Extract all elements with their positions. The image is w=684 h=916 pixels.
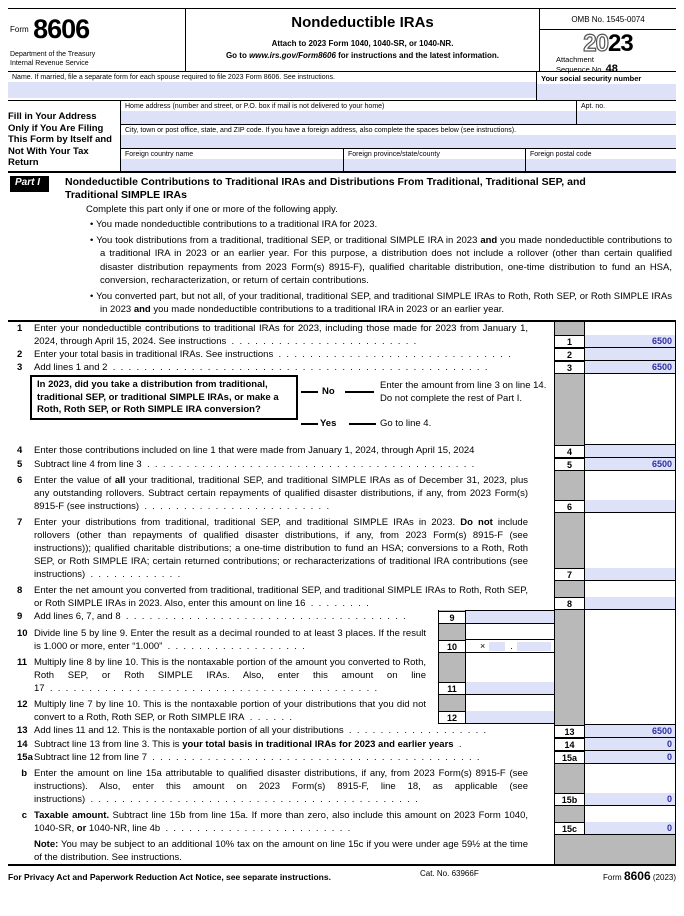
- omb-year-block: [540, 9, 676, 75]
- footer-form-number: 8606: [623, 869, 651, 884]
- decimal-point: .: [510, 640, 513, 651]
- foreign-province-cell: [343, 149, 525, 171]
- line-2-row: 2 Enter your total basis in traditional IRAs. See instructions . . . . . . . . . . . . . . . . . . . . . . . . . . . . . . 2: [8, 348, 676, 361]
- foreign-country-cell: [121, 149, 343, 171]
- line-12-number: 12: [17, 699, 28, 711]
- line-6-label: Enter the value of all your traditional, traditional SEP, and traditional SIMPLE IRAs as of December 31, 2023, plus any outstanding rollovers. Subtract certain repayments of qualified disaster distributions, if any, from 2023 Form(s) 8915-F (see instructions) . . . . . . . . . . . . . . . . . . . . . . . .: [34, 475, 528, 513]
- line-11-amount-field[interactable]: [466, 682, 554, 695]
- line-15b-label: Enter the amount on line 15a attributable to qualified disaster distributions, if any, from 2023 Form(s) 8915-F (see instructions). Also, enter this amount on 2023 Form(s) 8915-F, line 18, as applicable (see instructions) . . . . . . . . . . . . . . . . . . . . . . . . . . . . . . . . . . . . . . . . . .: [34, 768, 528, 806]
- foreign-postal-label: Foreign postal code: [530, 151, 592, 158]
- home-address-label: Home address (number and street, or P.O. box if mail is not delivered to your home): [125, 103, 385, 110]
- line-8-amount-field[interactable]: [585, 597, 675, 610]
- address-block: [8, 101, 676, 171]
- foreign-country-label: Foreign country name: [125, 151, 194, 158]
- line-14-number: 14: [17, 739, 28, 751]
- apt-cell: [576, 101, 676, 124]
- city-row: [121, 124, 676, 148]
- part1-bullet-2: • You took distributions from a traditional, traditional SEP, or traditional SIMPLE IRA in 2023 and you made nondeductible contributions to a traditional IRA in 2023 or an earlier year. For this purpose, a distribution does not include a rollover (other than certain qualified disaster distribution repayments from 2023 Form(s) 8915-F), qualified charitable distribution, one-time distribution to fund an HSA, conversion, recharacterization, or return of certain contributions.: [90, 234, 672, 287]
- agency-line-2: Internal Revenue Service: [10, 59, 89, 67]
- line-4-number: 4: [17, 445, 23, 457]
- line-15a-number: 15a: [17, 752, 33, 764]
- privacy-act-notice: For Privacy Act and Paperwork Reduction Act Notice, see separate instructions.: [8, 872, 331, 883]
- line-1-box-col: 1: [554, 322, 584, 348]
- name-input[interactable]: [8, 82, 536, 98]
- form-number-line: [10, 14, 181, 45]
- ssn-label: Your social security number: [541, 74, 642, 83]
- line-9-number: 9: [17, 611, 23, 623]
- yes-branch-line-2: [349, 423, 376, 425]
- form-footer: [8, 866, 676, 883]
- line-3-row: 3 Add lines 1 and 2 . . . . . . . . . . . . . . . . . . . . . . . . . . . . . . . . . . . . . . . . . . . . . . . . 3 6500: [8, 361, 676, 374]
- tax-year-bold: 23: [608, 30, 633, 57]
- line-12-row: 12 Multiply line 7 by line 10. This is the nontaxable portion of your distributions that you did not convert to a Roth, Roth SEP, or Roth SIMPLE IRA . . . . . . 12: [8, 695, 676, 724]
- city-label: City, town or post office, state, and ZIP code. If you have a foreign address, also complete the spaces below (see instructions).: [125, 127, 517, 134]
- form-word: Form: [10, 25, 29, 34]
- form-title-block: [185, 9, 540, 71]
- line-11-label: Multiply line 8 by line 10. This is the nontaxable portion of the amount you converted to Roth, Roth SEP, or Roth SIMPLE IRAs. Also, enter this amount on line 17 . . . . . . . . . . . . . . . . . . . . . . . . . . . . . . . . . . . . . . . . . .: [34, 657, 426, 695]
- form-header: [8, 8, 676, 75]
- ssn-cell: [536, 72, 676, 100]
- line-5-row: 5 Subtract line 4 from line 3 . . . . . . . . . . . . . . . . . . . . . . . . . . . . . . . . . . . . . . . . . . 5 6500: [8, 458, 676, 471]
- line-13-number: 13: [17, 725, 28, 737]
- foreign-postal-cell: [525, 149, 676, 171]
- tax-year: [540, 31, 676, 56]
- sequence-number: 48: [605, 62, 618, 75]
- line-14-label: Subtract line 13 from line 3. This is your total basis in traditional IRAs for 2023 and earlier years .: [34, 739, 462, 751]
- line-5-amount-field[interactable]: 6500: [585, 458, 675, 471]
- ssn-input[interactable]: [537, 84, 676, 100]
- line-12-label: Multiply line 7 by line 10. This is the nontaxable portion of your distributions that you did not convert to a Roth, Roth SEP, or Roth SIMPLE IRA . . . . . .: [34, 699, 426, 724]
- address-fields: [120, 101, 676, 171]
- agency-block: [10, 51, 181, 68]
- yes-branch-text: Go to line 4.: [380, 418, 432, 430]
- line-2-label: Enter your total basis in traditional IRAs. See instructions . . . . . . . . . . . . . . . . . . . . . . . . . . . . . .: [34, 349, 511, 361]
- line-5-label: Subtract line 4 from line 3 . . . . . . . . . . . . . . . . . . . . . . . . . . . . . . . . . . . . . . . . . .: [34, 459, 475, 471]
- part1-bullet-1: • You made nondeductible contributions to a traditional IRA for 2023.: [90, 218, 672, 231]
- goto-instruction: Go to www.irs.gov/Form8606 for instructions and the latest information.: [225, 51, 500, 60]
- line-15a-label: Subtract line 12 from line 7 . . . . . . . . . . . . . . . . . . . . . . . . . . . . . . . . . . . . . . . . . .: [34, 752, 480, 764]
- line-3-number: 3: [17, 362, 23, 374]
- name-label: Name. If married, file a separate form for each spouse required to file 2023 Form 8606. See instructions.: [12, 74, 335, 81]
- apt-input[interactable]: [577, 111, 676, 124]
- line-14-amount-field[interactable]: 0: [585, 738, 675, 751]
- multiply-sign: ×: [480, 640, 486, 651]
- foreign-postal-input[interactable]: [526, 159, 676, 171]
- line-11-row: 11 Multiply line 8 by line 10. This is the nontaxable portion of the amount you converted to Roth, Roth SEP, or Roth SIMPLE IRAs. Also, enter this amount on line 17 . . . . . . . . . . . . . . . . . . . . . . . . . . . . . . . . . . . . . . . . . . 11: [8, 653, 676, 695]
- line-1-amount-field[interactable]: 6500: [585, 335, 675, 348]
- line-7-label: Enter your distributions from traditional, traditional SEP, and traditional SIMPLE IRAs in 2023. Do not include rollovers (other than repayments of qualified disaster distributions, if any, from 2023 Form(s) 8915-F (see instructions)); qualified charitable distributions; a one-time distribution to fund an HSA; conversions to a Roth, Roth SEP, or Roth SIMPLE IRA; certain returned contributions; or recharacterizations of traditional IRA contributions (see instructions) . . . . . . . . . . . .: [34, 517, 529, 581]
- line-15c-row: c Taxable amount. Subtract line 15b from line 15a. If more than zero, also include this amount on 2023 Form 1040, 1040-SR, or 1040-NR, line 4b . . . . . . . . . . . . . . . . . . . . . . . . 15c 0: [8, 806, 676, 835]
- yes-branch-line: [301, 423, 318, 425]
- line-7-number: 7: [17, 517, 23, 529]
- form-title: Nondeductible IRAs: [291, 14, 434, 31]
- line-9-label: Add lines 6, 7, and 8 . . . . . . . . . . . . . . . . . . . . . . . . . . . . . . . . . . . .: [34, 611, 406, 623]
- address-sidebar-note: Fill in Your Address Only if You Are Filing This Form by Itself and Not With Your Tax Return: [8, 111, 112, 168]
- no-branch-label: No: [322, 386, 335, 398]
- part1-intro: Complete this part only if one or more of the following apply.: [86, 204, 338, 215]
- line-15b-amount-field[interactable]: 0: [585, 793, 675, 806]
- line-14-row: 14 Subtract line 13 from line 3. This is your total basis in traditional IRAs for 2023 and earlier years . 14 0: [8, 738, 676, 751]
- home-address-input[interactable]: [121, 111, 576, 124]
- line-8-label: Enter the net amount you converted from traditional, traditional SEP, and traditional SIMPLE IRAs to Roth, Roth SEP, or Roth SIMPLE IRAs in 2023. Also, enter this amount on line 16 . . . . . . . .: [34, 585, 528, 610]
- line-3-label: Add lines 1 and 2 . . . . . . . . . . . . . . . . . . . . . . . . . . . . . . . . . . . . . . . . . . . . . . . .: [34, 362, 488, 374]
- foreign-row: [121, 148, 676, 171]
- line-2-amount-field[interactable]: [585, 348, 675, 361]
- yes-branch-label: Yes: [320, 418, 337, 430]
- note-shaded-area: [554, 835, 676, 864]
- line-7-amount-field[interactable]: [585, 568, 675, 581]
- line-12-amount-field[interactable]: [466, 711, 554, 724]
- part1-header: [8, 171, 676, 202]
- city-input[interactable]: [121, 135, 676, 148]
- line-8-number: 8: [17, 585, 23, 597]
- line-5-number: 5: [17, 459, 23, 471]
- line-15b-number: b: [21, 768, 27, 780]
- no-branch-text: Enter the amount from line 3 on line 14. Do not complete the rest of Part I.: [380, 380, 547, 405]
- note-text: Note: You may be subject to an additional 10% tax on the amount on line 15c if you were under age 59½ at the time of the distribution. See instructions.: [34, 839, 528, 864]
- line-3-amount-field[interactable]: 6500: [585, 361, 675, 374]
- line-10-row: 10 Divide line 5 by line 9. Enter the result as a decimal rounded to at least 3 places. If the result is 1.000 or more, enter “1.000” . . . . . . . . . . . . . . . . . . 10 × .: [8, 624, 676, 653]
- line-13-row: 13 Add lines 11 and 12. This is the nontaxable portion of all your distributions . . . . . . . . . . . . . . . . . . 13 6500: [8, 724, 676, 738]
- line-8-row: 8 Enter the net amount you converted from traditional, traditional SEP, and traditional SIMPLE IRAs to Roth, Roth SEP, or Roth SIMPLE IRAs in 2023. Also, enter this amount on line 16 . . . . . . . . 8: [8, 581, 676, 610]
- foreign-country-input[interactable]: [121, 159, 343, 171]
- foreign-province-label: Foreign province/state/county: [348, 151, 440, 158]
- line-10-decimal-frac-field[interactable]: [517, 642, 551, 651]
- apt-label: Apt. no.: [581, 103, 606, 110]
- form-number: 8606: [33, 14, 90, 44]
- decision-diagram: [8, 374, 554, 444]
- foreign-province-input[interactable]: [344, 159, 525, 171]
- line-11-number: 11: [17, 657, 28, 669]
- line-15b-row: b Enter the amount on line 15a attributable to qualified disaster distributions, if any, from 2023 Form(s) 8915-F (see instructions). Also, enter this amount on 2023 Form(s) 8915-F, line 18, as applicable (see instructions) . . . . . . . . . . . . . . . . . . . . . . . . . . . . . . . . . . . . . . . . . . 15b 0: [8, 764, 676, 806]
- catalog-number: Cat. No. 63966F: [420, 869, 479, 879]
- line-13-amount-field[interactable]: 6500: [585, 724, 675, 738]
- name-cell: [8, 72, 536, 100]
- line-4-amount-field[interactable]: [585, 444, 675, 458]
- line-9-amount-field[interactable]: [466, 610, 554, 624]
- line-2-number: 2: [17, 349, 23, 361]
- attachment-word: Attachment: [556, 55, 594, 64]
- name-ssn-row: [8, 72, 676, 101]
- line-4-label: Enter those contributions included on line 1 that were made from January 1, 2024, through April 15, 2024: [34, 445, 475, 457]
- line-10-number: 10: [17, 628, 28, 640]
- footer-form-id: Form 8606 (2023): [603, 869, 676, 884]
- line-1-number: 1: [17, 323, 23, 335]
- line-10-label: Divide line 5 by line 9. Enter the result as a decimal rounded to at least 3 places. If the result is 1.000 or more, enter “1.000” . . . . . . . . . . . . . . . . . .: [34, 628, 426, 653]
- line-6-row: 6 Enter the value of all your traditional, traditional SEP, and traditional SIMPLE IRAs as of December 31, 2023, plus any outstanding rollovers. Subtract certain repayments of qualified disaster distributions, if any, from 2023 Form(s) 8915-F (see instructions) . . . . . . . . . . . . . . . . . . . . . . . . 6: [8, 471, 676, 513]
- line-10-decimal-row: [466, 639, 554, 653]
- attach-instruction: Attach to 2023 Form 1040, 1040-SR, or 1040-NR.: [271, 39, 454, 48]
- no-branch-line-2: [345, 391, 374, 393]
- line-1-label: Enter your nondeductible contributions to traditional IRAs for 2023, including those made for 2023 from January 1, 2024, through April 15, 2024. See instructions . . . . . . . . . . . . . . . . . . . . . . . .: [34, 323, 528, 348]
- omb-number: OMB No. 1545-0074: [540, 9, 676, 30]
- note-row: [8, 835, 676, 864]
- line-6-number: 6: [17, 475, 23, 487]
- line-6-amount-field[interactable]: [585, 500, 675, 513]
- part1-heading: Nondeductible Contributions to Traditional IRAs and Distributions From Traditional, Traditional SEP, and Traditional SIMPLE IRAs: [65, 176, 586, 201]
- line-4-row: 4 Enter those contributions included on line 1 that were made from January 1, 2024, through April 15, 2024 4: [8, 444, 676, 458]
- line-15a-amount-field[interactable]: 0: [585, 751, 675, 764]
- home-address-cell: [121, 101, 576, 124]
- sequence-line: Sequence No. 48: [556, 62, 618, 75]
- home-address-row: [121, 101, 676, 124]
- line-15a-row: 15a Subtract line 12 from line 7 . . . . . . . . . . . . . . . . . . . . . . . . . . . . . . . . . . . . . . . . . . 15a 0: [8, 751, 676, 764]
- line-7-row: 7 Enter your distributions from traditional, traditional SEP, and traditional SIMPLE IRAs in 2023. Do not include rollovers (other than repayments of qualified disaster distributions, if any, from 2023 Form(s) 8915-F (see instructions)); qualified charitable distributions; a one-time distribution to fund an HSA; conversions to a Roth, Roth SEP, or Roth SIMPLE IRA; certain returned contributions; or recharacterizations of traditional IRA contributions (see instructions) . . . . . . . . . . . . 7: [8, 513, 676, 581]
- part1-line-table: [8, 320, 676, 866]
- part1-badge: Part I: [10, 176, 49, 192]
- line-1-amount-col: [584, 322, 676, 348]
- line-1-row: [8, 322, 676, 348]
- line-15c-number: c: [21, 810, 27, 822]
- tax-year-outline: 20: [583, 30, 608, 57]
- form-id-block: [8, 9, 185, 71]
- line-15c-amount-field[interactable]: 0: [585, 822, 675, 835]
- no-branch-line: [301, 391, 318, 393]
- part1-bullet-3: • You converted part, but not all, of your traditional, traditional SEP, and traditional SIMPLE IRAs to Roth, Roth SEP, or Roth SIMPLE IRAs in 2023 and you made nondeductible contributions to a traditional IRA in 2023 or an earlier year.: [90, 290, 672, 316]
- line-13-label: Add lines 11 and 12. This is the nontaxable portion of all your distributions . . . . . . . . . . . . . . . . . .: [34, 725, 487, 737]
- line-10-decimal-int-field[interactable]: [489, 642, 505, 651]
- agency-line-1: Department of the Treasury: [10, 51, 96, 58]
- line-15c-label: Taxable amount. Subtract line 15b from line 15a. If more than zero, also include this amount on 2023 Form 1040, 1040-SR, or 1040-NR, line 4b . . . . . . . . . . . . . . . . . . . . . . . .: [34, 810, 528, 835]
- distribution-question-row: [8, 374, 676, 444]
- distribution-question-box: In 2023, did you take a distribution from traditional, traditional SEP, or traditional SIMPLE IRAs, or make a Roth, Roth SEP, or Roth SIMPLE IRA conversion?: [30, 375, 298, 420]
- line-9-row: 9 Add lines 6, 7, and 8 . . . . . . . . . . . . . . . . . . . . . . . . . . . . . . . . . . . . 9: [8, 610, 676, 624]
